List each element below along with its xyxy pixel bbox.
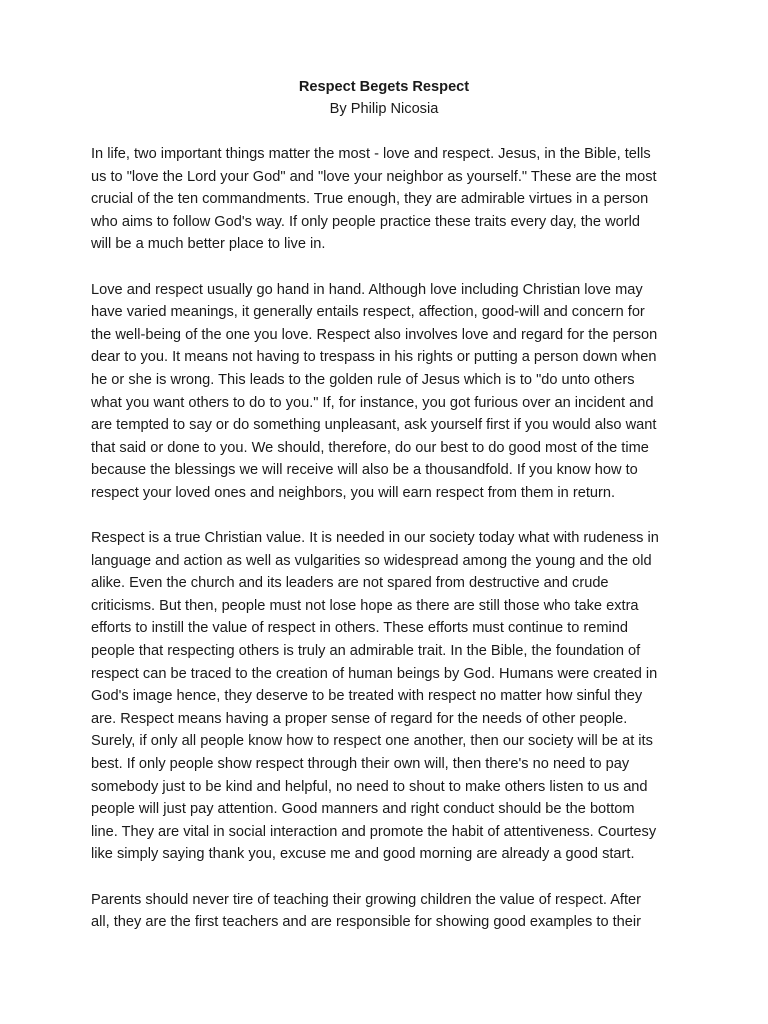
body-paragraph (91, 527, 691, 866)
text-line: respect can be traced to the creation of human beings by God. Humans were created in (91, 665, 658, 682)
text-line: God's image hence, they deserve to be treated with respect no matter how sinful they (91, 688, 643, 705)
text-line: language and action as well as vulgarities so widespread among the young and the old (91, 552, 652, 569)
text-line: efforts to instill the value of respect in others. These efforts must continue to remind (91, 620, 629, 637)
text-line: In life, two important things matter the most - love and respect. Jesus, in the Bible, tells (91, 146, 651, 162)
text-line: Parents should never tire of teaching their growing children the value of respect. After (91, 891, 642, 908)
document-author: By Philip Nicosia (329, 101, 439, 117)
body-paragraph (91, 143, 691, 256)
text-line: are tempted to say or do something unpleasant, ask yourself first if you would also want (91, 417, 657, 434)
text-line: best. If only people show respect through their own will, then there's no need to pay (91, 756, 630, 773)
text-line: respect your loved ones and neighbors, you will earn respect from them in return. (91, 484, 616, 501)
text-line: Surely, if only all people know how to respect one another, then our society will be at its (91, 733, 653, 750)
text-line: that said or done to you. We should, therefore, do our best to do good most of the time (91, 439, 649, 456)
text-line: like simply saying thank you, excuse me and good morning are already a good start. (91, 846, 635, 863)
text-line: Respect is a true Christian value. It is needed in our society today what with rudeness in (91, 530, 659, 547)
text-line: crucial of the ten commandments. True enough, they are admirable virtues in a person (91, 191, 649, 208)
text-line: Love and respect usually go hand in hand. Although love including Christian love may (91, 281, 643, 298)
text-line: somebody just to be kind and helpful, no need to shout to make others listen to us and (91, 778, 648, 795)
text-line: all, they are the first teachers and are responsible for showing good examples to their (91, 914, 642, 931)
text-line: alike. Even the church and its leaders are not spared from destructive and crude (91, 575, 609, 592)
text-line: people that respecting others is truly an admirable trait. In the Bible, the foundation of (91, 643, 641, 660)
text-line: criticisms. But then, people must not lose hope as there are still those who take extra (91, 597, 639, 614)
body-paragraph (91, 889, 691, 934)
text-line: line. They are vital in social interaction and promote the habit of attentiveness. Courtesy (91, 823, 657, 840)
text-line: us to "love the Lord your God" and "love your neighbor as yourself." These are the most (91, 168, 657, 185)
text-line: dear to you. It means not having to trespass in his rights or putting a person down when (91, 349, 657, 366)
text-line: will be a much better place to live in. (91, 236, 326, 253)
text-line: the well-being of the one you love. Respect also involves love and regard for the person (91, 326, 658, 343)
document-body (91, 143, 691, 956)
document-title: Respect Begets Respect (298, 79, 470, 95)
text-line: people will just pay attention. Good manners and right conduct should be the bottom (91, 801, 635, 818)
text-line: what you want others to do to you." If, for instance, you got furious over an incident and (91, 394, 654, 411)
text-line: are. Respect means having a proper sense of regard for the needs of other people. (91, 710, 628, 727)
text-line: because the blessings we will receive will also be a thousandfold. If you know how to (91, 462, 638, 479)
text-line: have varied meanings, it generally entails respect, affection, good-will and concern for (91, 304, 645, 321)
text-line: he or she is wrong. This leads to the golden rule of Jesus which is to "do unto others (91, 371, 635, 388)
body-paragraph (91, 279, 691, 505)
text-line: who aims to follow God's way. If only people practice these traits every day, the world (91, 213, 640, 230)
